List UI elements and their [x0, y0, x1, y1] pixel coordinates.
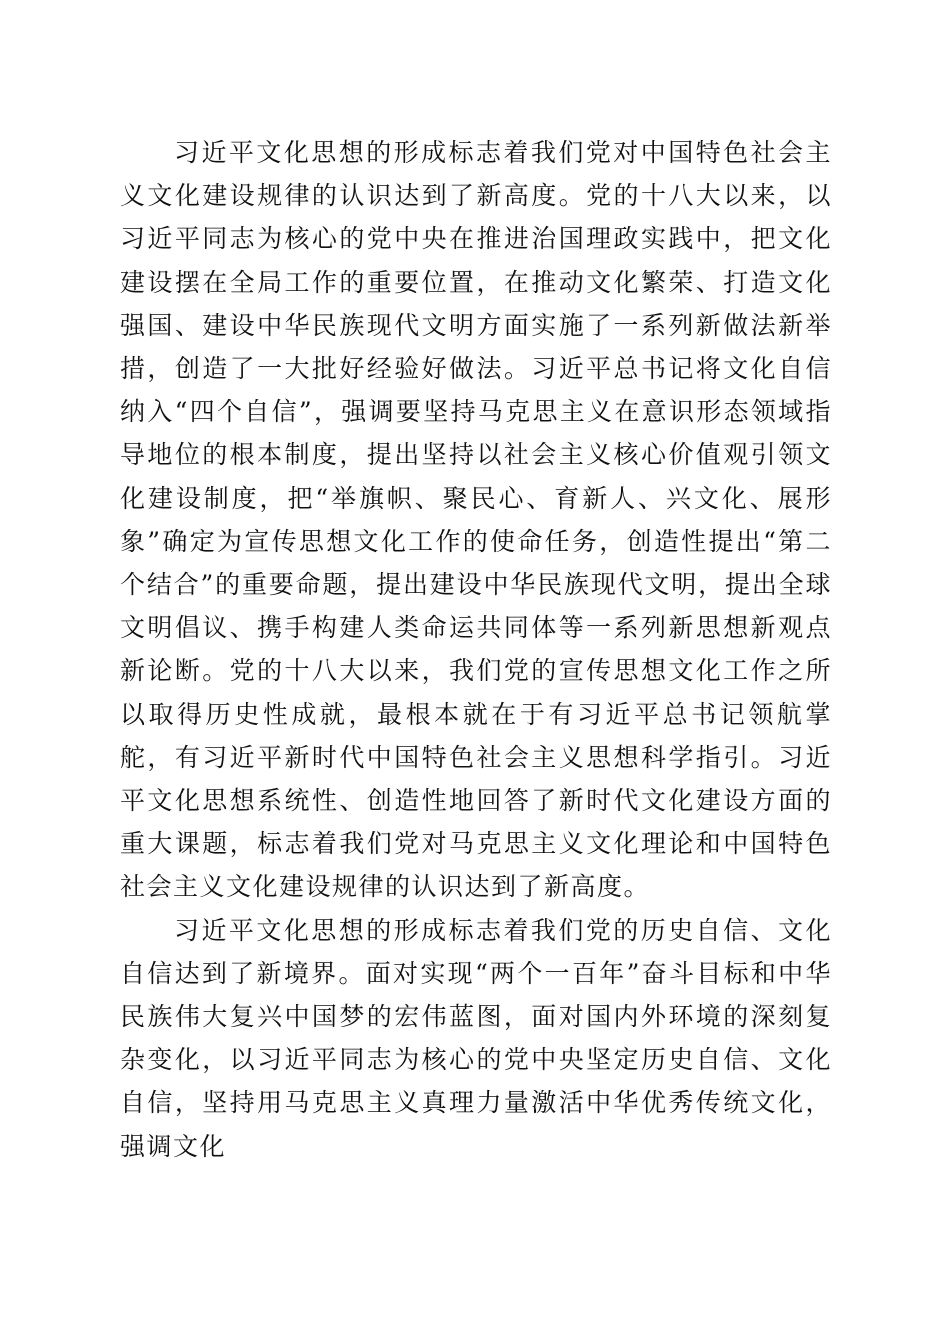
- paragraph-2: 习近平文化思想的形成标志着我们党的历史自信、文化自信达到了新境界。面对实现“两个一百年”奋斗目标和中华民族伟大复兴中国梦的宏伟蓝图，面对国内外环境的深刻复杂变化，以习近平同志为核心的党中央坚定历史自信、文化自信，坚持用马克思主义真理力量激活中华优秀传统文化，强调文化: [120, 915, 832, 1161]
- paragraph-1: 习近平文化思想的形成标志着我们党对中国特色社会主义文化建设规律的认识达到了新高度。党的十八大以来，以习近平同志为核心的党中央在推进治国理政实践中，把文化建设摆在全局工作的重要位置，在推动文化繁荣、打造文化强国、建设中华民族现代文明方面实施了一系列新做法新举措，创造了一大批好经验好做法。习近平总书记将文化自信纳入“四个自信”，强调要坚持马克思主义在意识形态领域指导地位的根本制度，提出坚持以社会主义核心价值观引领文化建设制度，把“举旗帜、聚民心、育新人、兴文化、展形象”确定为宣传思想文化工作的使命任务，创造性提出“第二个结合”的重要命题，提出建设中华民族现代文明，提出全球文明倡议、携手构建人类命运共同体等一系列新思想新观点新论断。党的十八大以来，我们党的宣传思想文化工作之所以取得历史性成就，最根本就在于有习近平总书记领航掌舵，有习近平新时代中国特色社会主义思想科学指引。习近平文化思想系统性、创造性地回答了新时代文化建设方面的重大课题，标志着我们党对马克思主义文化理论和中国特色社会主义文化建设规律的认识达到了新高度。: [120, 138, 832, 902]
- body-text: [120, 131, 832, 1168]
